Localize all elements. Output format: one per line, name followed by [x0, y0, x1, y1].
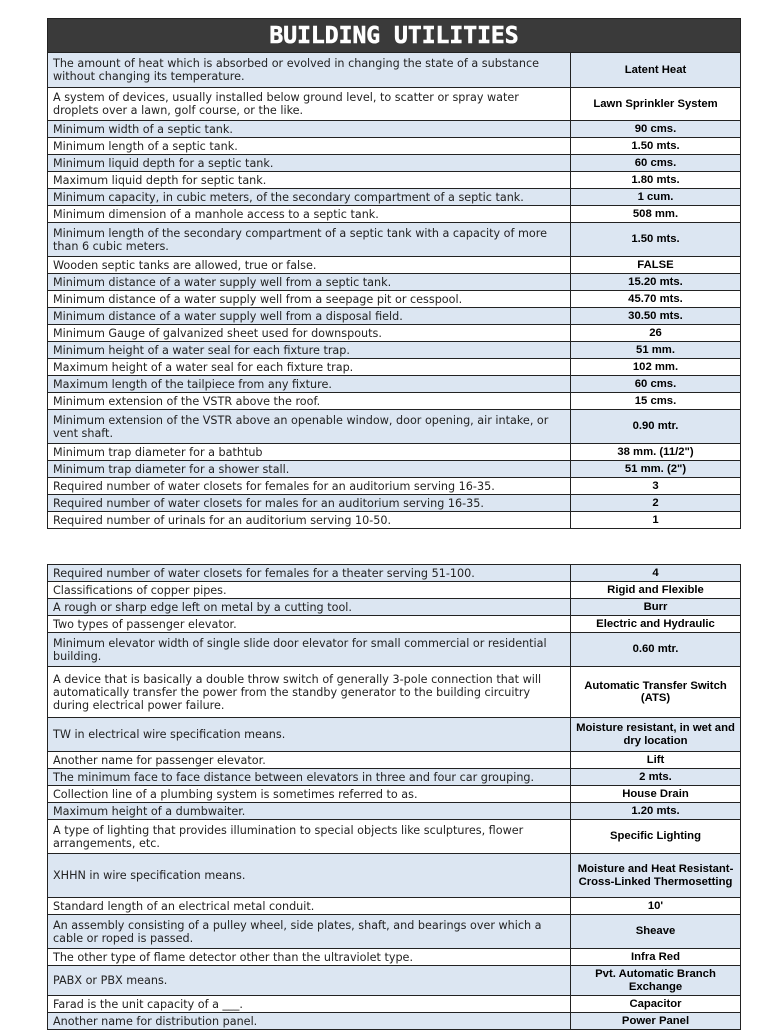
answer-cell: Infra Red — [571, 949, 741, 966]
question-cell: The amount of heat which is absorbed or evolved in changing the state of a substance without changing its temperature. — [48, 53, 571, 88]
table-row — [48, 966, 741, 996]
question-cell: Required number of water closets for males for an auditorium serving 16-35. — [48, 495, 571, 512]
question-cell: A rough or sharp edge left on metal by a cutting tool. — [48, 599, 571, 616]
table-row — [48, 444, 741, 461]
question-cell: Maximum height of a water seal for each fixture trap. — [48, 359, 571, 376]
table-row — [48, 512, 741, 529]
table-row — [48, 667, 741, 718]
table-row — [48, 393, 741, 410]
question-cell: An assembly consisting of a pulley wheel, side plates, shaft, and bearings over which a cable or roped is passed. — [48, 915, 571, 949]
table-row — [48, 189, 741, 206]
table-row — [48, 155, 741, 172]
answer-cell: 60 cms. — [571, 376, 741, 393]
answer-cell: Moisture and Heat Resistant- Cross-Linked Thermosetting — [571, 854, 741, 898]
table-row — [48, 752, 741, 769]
table-row — [48, 769, 741, 786]
question-cell: Minimum length of the secondary compartment of a septic tank with a capacity of more than 6 cubic meters. — [48, 223, 571, 257]
question-cell: Two types of passenger elevator. — [48, 616, 571, 633]
question-cell: Maximum length of the tailpiece from any fixture. — [48, 376, 571, 393]
answer-cell: Capacitor — [571, 996, 741, 1013]
table-row — [48, 565, 741, 582]
utilities-table-2 — [47, 564, 740, 1030]
answer-cell: 1.50 mts. — [571, 223, 741, 257]
table-row — [48, 616, 741, 633]
table-row — [48, 599, 741, 616]
answer-cell: 0.60 mtr. — [571, 633, 741, 667]
table-row — [48, 854, 741, 898]
answer-cell: 102 mm. — [571, 359, 741, 376]
answer-cell: 45.70 mts. — [571, 291, 741, 308]
answer-cell: 1.20 mts. — [571, 803, 741, 820]
answer-cell: Specific Lighting — [571, 820, 741, 854]
table-row — [48, 915, 741, 949]
qa-table-2 — [47, 564, 741, 1030]
table-row — [48, 257, 741, 274]
utilities-table-1 — [47, 18, 740, 529]
answer-cell: 38 mm. (11/2") — [571, 444, 741, 461]
answer-cell: Pvt. Automatic Branch Exchange — [571, 966, 741, 996]
question-cell: Minimum distance of a water supply well from a disposal field. — [48, 308, 571, 325]
answer-cell: 508 mm. — [571, 206, 741, 223]
table-body-1 — [48, 53, 741, 529]
question-cell: Minimum dimension of a manhole access to a septic tank. — [48, 206, 571, 223]
question-cell: Maximum height of a dumbwaiter. — [48, 803, 571, 820]
question-cell: Minimum length of a septic tank. — [48, 138, 571, 155]
answer-cell: 2 mts. — [571, 769, 741, 786]
answer-cell: 1.80 mts. — [571, 172, 741, 189]
answer-cell: Automatic Transfer Switch (ATS) — [571, 667, 741, 718]
answer-cell: Lift — [571, 752, 741, 769]
question-cell: Wooden septic tanks are allowed, true or false. — [48, 257, 571, 274]
answer-cell: FALSE — [571, 257, 741, 274]
question-cell: Minimum elevator width of single slide door elevator for small commercial or residential building. — [48, 633, 571, 667]
answer-cell: 51 mm. — [571, 342, 741, 359]
answer-cell: Rigid and Flexible — [571, 582, 741, 599]
answer-cell: 51 mm. (2") — [571, 461, 741, 478]
table-row — [48, 206, 741, 223]
table-row — [48, 359, 741, 376]
question-cell: Maximum liquid depth for septic tank. — [48, 172, 571, 189]
table-row — [48, 325, 741, 342]
table-row — [48, 410, 741, 444]
table-row — [48, 138, 741, 155]
question-cell: Another name for distribution panel. — [48, 1013, 571, 1030]
question-cell: Minimum extension of the VSTR above the roof. — [48, 393, 571, 410]
question-cell: TW in electrical wire specification means. — [48, 718, 571, 752]
answer-cell: 1 — [571, 512, 741, 529]
question-cell: Minimum liquid depth for a septic tank. — [48, 155, 571, 172]
question-cell: Minimum height of a water seal for each fixture trap. — [48, 342, 571, 359]
table-row — [48, 495, 741, 512]
table-row — [48, 803, 741, 820]
table-row — [48, 274, 741, 291]
question-cell: Minimum distance of a water supply well from a seepage pit or cesspool. — [48, 291, 571, 308]
table-row — [48, 223, 741, 257]
table-body-2 — [48, 565, 741, 1030]
answer-cell: Lawn Sprinkler System — [571, 88, 741, 121]
answer-cell: 10' — [571, 898, 741, 915]
table-row — [48, 342, 741, 359]
table-row — [48, 582, 741, 599]
question-cell: Farad is the unit capacity of a ___. — [48, 996, 571, 1013]
table-row — [48, 949, 741, 966]
answer-cell: Latent Heat — [571, 53, 741, 88]
question-cell: The minimum face to face distance between elevators in three and four car grouping. — [48, 769, 571, 786]
answer-cell: House Drain — [571, 786, 741, 803]
table-row — [48, 718, 741, 752]
answer-cell: Burr — [571, 599, 741, 616]
table-row — [48, 996, 741, 1013]
table-row — [48, 172, 741, 189]
question-cell: A type of lighting that provides illumination to special objects like sculptures, flower arrangements, etc. — [48, 820, 571, 854]
question-cell: The other type of flame detector other than the ultraviolet type. — [48, 949, 571, 966]
question-cell: Minimum extension of the VSTR above an openable window, door opening, air intake, or vent shaft. — [48, 410, 571, 444]
table-row — [48, 1013, 741, 1030]
table-row — [48, 376, 741, 393]
table-row — [48, 478, 741, 495]
table-row — [48, 121, 741, 138]
question-cell: Minimum width of a septic tank. — [48, 121, 571, 138]
table-row — [48, 291, 741, 308]
table-row — [48, 308, 741, 325]
table-row — [48, 461, 741, 478]
answer-cell: 26 — [571, 325, 741, 342]
table-row — [48, 53, 741, 88]
answer-cell: 15.20 mts. — [571, 274, 741, 291]
question-cell: Another name for passenger elevator. — [48, 752, 571, 769]
question-cell: Minimum trap diameter for a shower stall. — [48, 461, 571, 478]
answer-cell: Electric and Hydraulic — [571, 616, 741, 633]
answer-cell: Moisture resistant, in wet and dry location — [571, 718, 741, 752]
qa-table-1 — [47, 18, 741, 529]
question-cell: Classifications of copper pipes. — [48, 582, 571, 599]
table-row — [48, 786, 741, 803]
question-cell: Minimum trap diameter for a bathtub — [48, 444, 571, 461]
answer-cell: 0.90 mtr. — [571, 410, 741, 444]
question-cell: Required number of water closets for females for an auditorium serving 16-35. — [48, 478, 571, 495]
question-cell: A device that is basically a double throw switch of generally 3-pole connection that will automatically transfer the power from the standby generator to the building circuitry during electrical power failure. — [48, 667, 571, 718]
question-cell: PABX or PBX means. — [48, 966, 571, 996]
question-cell: Minimum capacity, in cubic meters, of the secondary compartment of a septic tank. — [48, 189, 571, 206]
answer-cell: 3 — [571, 478, 741, 495]
answer-cell: 2 — [571, 495, 741, 512]
answer-cell: 60 cms. — [571, 155, 741, 172]
table-row — [48, 820, 741, 854]
table-row — [48, 898, 741, 915]
question-cell: Collection line of a plumbing system is sometimes referred to as. — [48, 786, 571, 803]
question-cell: Minimum distance of a water supply well from a septic tank. — [48, 274, 571, 291]
answer-cell: 90 cms. — [571, 121, 741, 138]
question-cell: Required number of urinals for an auditorium serving 10-50. — [48, 512, 571, 529]
answer-cell: Power Panel — [571, 1013, 741, 1030]
answer-cell: 15 cms. — [571, 393, 741, 410]
table-title: BUILDING UTILITIES — [48, 19, 741, 53]
table-row — [48, 88, 741, 121]
answer-cell: 1.50 mts. — [571, 138, 741, 155]
question-cell: Minimum Gauge of galvanized sheet used for downspouts. — [48, 325, 571, 342]
question-cell: Required number of water closets for females for a theater serving 51-100. — [48, 565, 571, 582]
question-cell: Standard length of an electrical metal conduit. — [48, 898, 571, 915]
answer-cell: 1 cum. — [571, 189, 741, 206]
question-cell: A system of devices, usually installed below ground level, to scatter or spray water droplets over a lawn, golf course, or the like. — [48, 88, 571, 121]
question-cell: XHHN in wire specification means. — [48, 854, 571, 898]
answer-cell: Sheave — [571, 915, 741, 949]
answer-cell: 30.50 mts. — [571, 308, 741, 325]
table-row — [48, 633, 741, 667]
answer-cell: 4 — [571, 565, 741, 582]
